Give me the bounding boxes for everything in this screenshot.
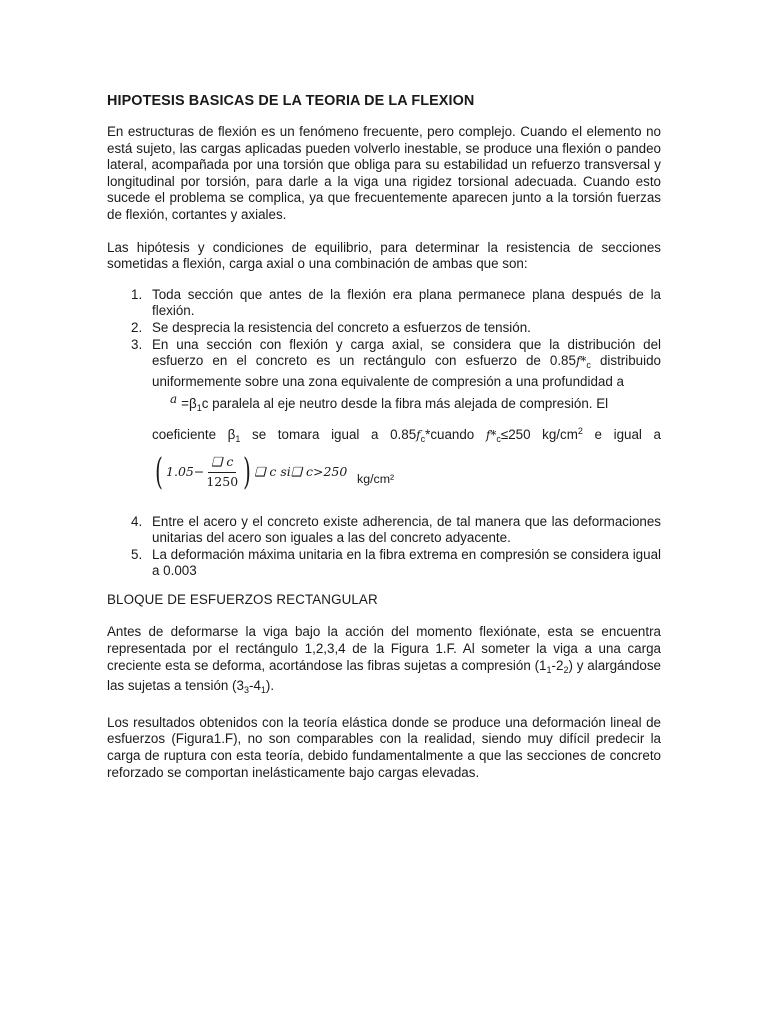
subscript: 1: [546, 664, 552, 675]
coef-text-c: *cuando: [425, 426, 486, 442]
list-item: [107, 547, 661, 580]
list-item: [107, 320, 661, 337]
formula-group: [152, 452, 347, 494]
list-item-text: [152, 337, 661, 391]
subscript: c: [586, 360, 591, 371]
list-item-text: Se desprecia la resistencia del concreto a esfuerzos de tensión.: [152, 319, 531, 335]
beta-equation: =β: [181, 396, 197, 412]
item3-text-a: En una sección con flexión y carga axial, se considera que la distribución del esfuerzo en el concreto es un rectángulo con esfuerzo de 0.85: [152, 336, 661, 369]
subscript: 3: [243, 685, 249, 696]
section-title: BLOQUE DE ESFUERZOS RECTANGULAR: [107, 591, 378, 607]
list-item-text: Toda sección que antes de la flexión era plana permanece plana después de la flexión.: [152, 286, 661, 319]
subscript: 1: [196, 403, 202, 414]
f-symbol: f: [416, 427, 421, 442]
right-paren: ): [243, 451, 252, 493]
bloque-text-b: -2: [551, 657, 564, 673]
hypotheses-list: [107, 287, 661, 580]
list-number: 1.: [131, 286, 143, 302]
fraction-denominator: 1250: [206, 474, 239, 489]
coef-text-e: e igual a: [582, 426, 661, 442]
list-item: [107, 337, 661, 494]
depth-formula-line: [152, 392, 661, 417]
list-item: [107, 287, 661, 320]
bloque-paragraph-2: Los resultados obtenidos con la teoría elástica donde se produce una deformación lineal de esfuerzos (Figura1.F), no son comparables con la realidad, siendo muy difícil predecir la carga de ruptura con esta teoría, debido fundamentalmente a que las secciones de concreto reforzado se comportan inelásticamente bajo cargas elevadas.: [107, 714, 661, 780]
f-star-symbol: f*: [575, 354, 587, 369]
bloque-text-a: Antes de deformarse la viga bajo la acción del momento flexiónate, esta se encuentra representada por el rectángulo 1,2,3,4 de la Figura 1.F. Al someter la viga a una carga creciente esta se deforma, acortándose las fibras sujetas a compresión (1: [107, 624, 661, 673]
bloque-text-d: -4: [248, 678, 261, 694]
list-number: 3.: [131, 336, 143, 352]
left-paren: (: [155, 451, 163, 493]
formula-lead: 1.05−: [166, 464, 205, 480]
bloque-paragraph-1: [107, 624, 661, 698]
subscript: c: [496, 433, 501, 444]
list-item: [107, 514, 661, 547]
list-number: 2.: [131, 319, 143, 335]
page-title: HIPOTESIS BASICAS DE LA TEORIA DE LA FLEXION: [107, 93, 475, 109]
formula-rest-text: c paralela al eje neutro desde la fibra más alejada de compresión. El: [201, 396, 609, 412]
subscript: 1: [260, 685, 266, 696]
list-item-text: Entre el acero y el concreto existe adherencia, de tal manera que las deformaciones unitarias del acero son iguales a las del concreto adyacente.: [152, 513, 661, 546]
coef-text-a: coeficiente β: [152, 426, 236, 442]
coef-text-b: se tomara igual a 0.85: [240, 426, 417, 442]
bloque-text-e: ).: [265, 678, 275, 694]
list-number: 5.: [131, 546, 143, 562]
subscript: 2: [563, 664, 569, 675]
f-star-symbol: f*: [485, 427, 497, 442]
alpha-symbol: a: [170, 392, 178, 407]
fraction: [206, 454, 238, 490]
formula-tail: ❑ c si❑ c>250: [254, 464, 348, 480]
list-item-text: La deformación máxima unitaria en la fibra extrema en compresión se considera igual a 0.003: [152, 546, 661, 579]
superscript: 2: [577, 425, 583, 436]
fraction-numerator: ❑ c: [208, 454, 236, 473]
intro-paragraph: En estructuras de flexión es un fenómeno frecuente, pero complejo. Cuando el elemento no está sujeto, las cargas aplicadas pueden volverlo inestable, se produce una flexión o pandeo lateral, acompañada por una torsión que obliga para su estabilidad un refuerzo transversal y longitudinal por torsión, para darle a la viga una rigidez torsional adecuada. Cuando esto sucede el problema se complica, ya que frecuentemente aparecen junto a la torsión fuerzas de flexión, cortantes y axiales.: [107, 124, 661, 222]
item3-text-b: distribuido uniformemente sobre una zona equivalente de compresión a una profundidad a: [152, 353, 661, 389]
fraction-formula: [152, 452, 661, 494]
units-label: kg/cm²: [357, 471, 395, 486]
hypotheses-intro-paragraph: Las hipótesis y condiciones de equilibrio, para determinar la resistencia de secciones sometidas a flexión, carga axial o una combinación de ambas que son:: [107, 239, 661, 272]
list-number: 4.: [131, 513, 143, 529]
subscript: 1: [235, 433, 241, 444]
coef-text-d: ≤250 kg/cm: [500, 426, 578, 442]
document-body: [107, 92, 661, 781]
subscript: c: [420, 433, 426, 444]
coefficient-line: [152, 423, 661, 448]
bloque-text-c: ) y alargándose las sujetas a tensión (3: [107, 657, 661, 694]
